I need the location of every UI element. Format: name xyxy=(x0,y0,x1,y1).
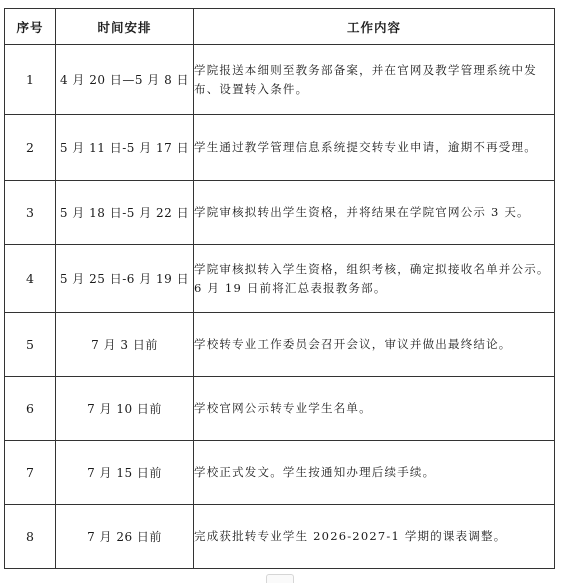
row-seq: 1 xyxy=(5,45,56,115)
row-seq: 3 xyxy=(5,181,56,245)
table-row xyxy=(5,45,555,115)
header-content: 工作内容 xyxy=(194,9,555,45)
row-time: 5 月 25 日-6 月 19 日 xyxy=(56,245,194,313)
row-content: 学院报送本细则至教务部备案，并在官网及教学管理系统中发布、设置转入条件。 xyxy=(194,45,555,115)
row-content: 学校官网公示转专业学生名单。 xyxy=(194,377,555,441)
row-seq: 8 xyxy=(5,505,56,569)
row-time: 5 月 11 日-5 月 17 日 xyxy=(56,115,194,181)
table-row xyxy=(5,377,555,441)
header-seq: 序号 xyxy=(5,9,56,45)
table-row xyxy=(5,181,555,245)
row-content: 完成获批转专业学生 2026-2027-1 学期的课表调整。 xyxy=(194,505,555,569)
row-content: 学校正式发文。学生按通知办理后续手续。 xyxy=(194,441,555,505)
table-row xyxy=(5,313,555,377)
row-seq: 2 xyxy=(5,115,56,181)
row-time: 7 月 10 日前 xyxy=(56,377,194,441)
row-seq: 7 xyxy=(5,441,56,505)
schedule-table xyxy=(4,8,555,569)
table-row xyxy=(5,505,555,569)
row-content: 学院审核拟转入学生资格，组织考核，确定拟接收名单并公示。6 月 19 日前将汇总表报教务部。 xyxy=(194,245,555,313)
row-content: 学生通过教学管理信息系统提交转专业申请，逾期不再受理。 xyxy=(194,115,555,181)
row-time: 7 月 15 日前 xyxy=(56,441,194,505)
row-content: 学校转专业工作委员会召开会议，审议并做出最终结论。 xyxy=(194,313,555,377)
page-footer-tab xyxy=(266,574,294,583)
table-row xyxy=(5,115,555,181)
row-time: 4 月 20 日—5 月 8 日 xyxy=(56,45,194,115)
row-time: 7 月 26 日前 xyxy=(56,505,194,569)
table-row xyxy=(5,441,555,505)
row-content: 学院审核拟转出学生资格，并将结果在学院官网公示 3 天。 xyxy=(194,181,555,245)
row-time: 5 月 18 日-5 月 22 日 xyxy=(56,181,194,245)
row-seq: 5 xyxy=(5,313,56,377)
header-time: 时间安排 xyxy=(56,9,194,45)
table-header-row xyxy=(5,9,555,45)
row-seq: 4 xyxy=(5,245,56,313)
row-seq: 6 xyxy=(5,377,56,441)
table-row xyxy=(5,245,555,313)
row-time: 7 月 3 日前 xyxy=(56,313,194,377)
